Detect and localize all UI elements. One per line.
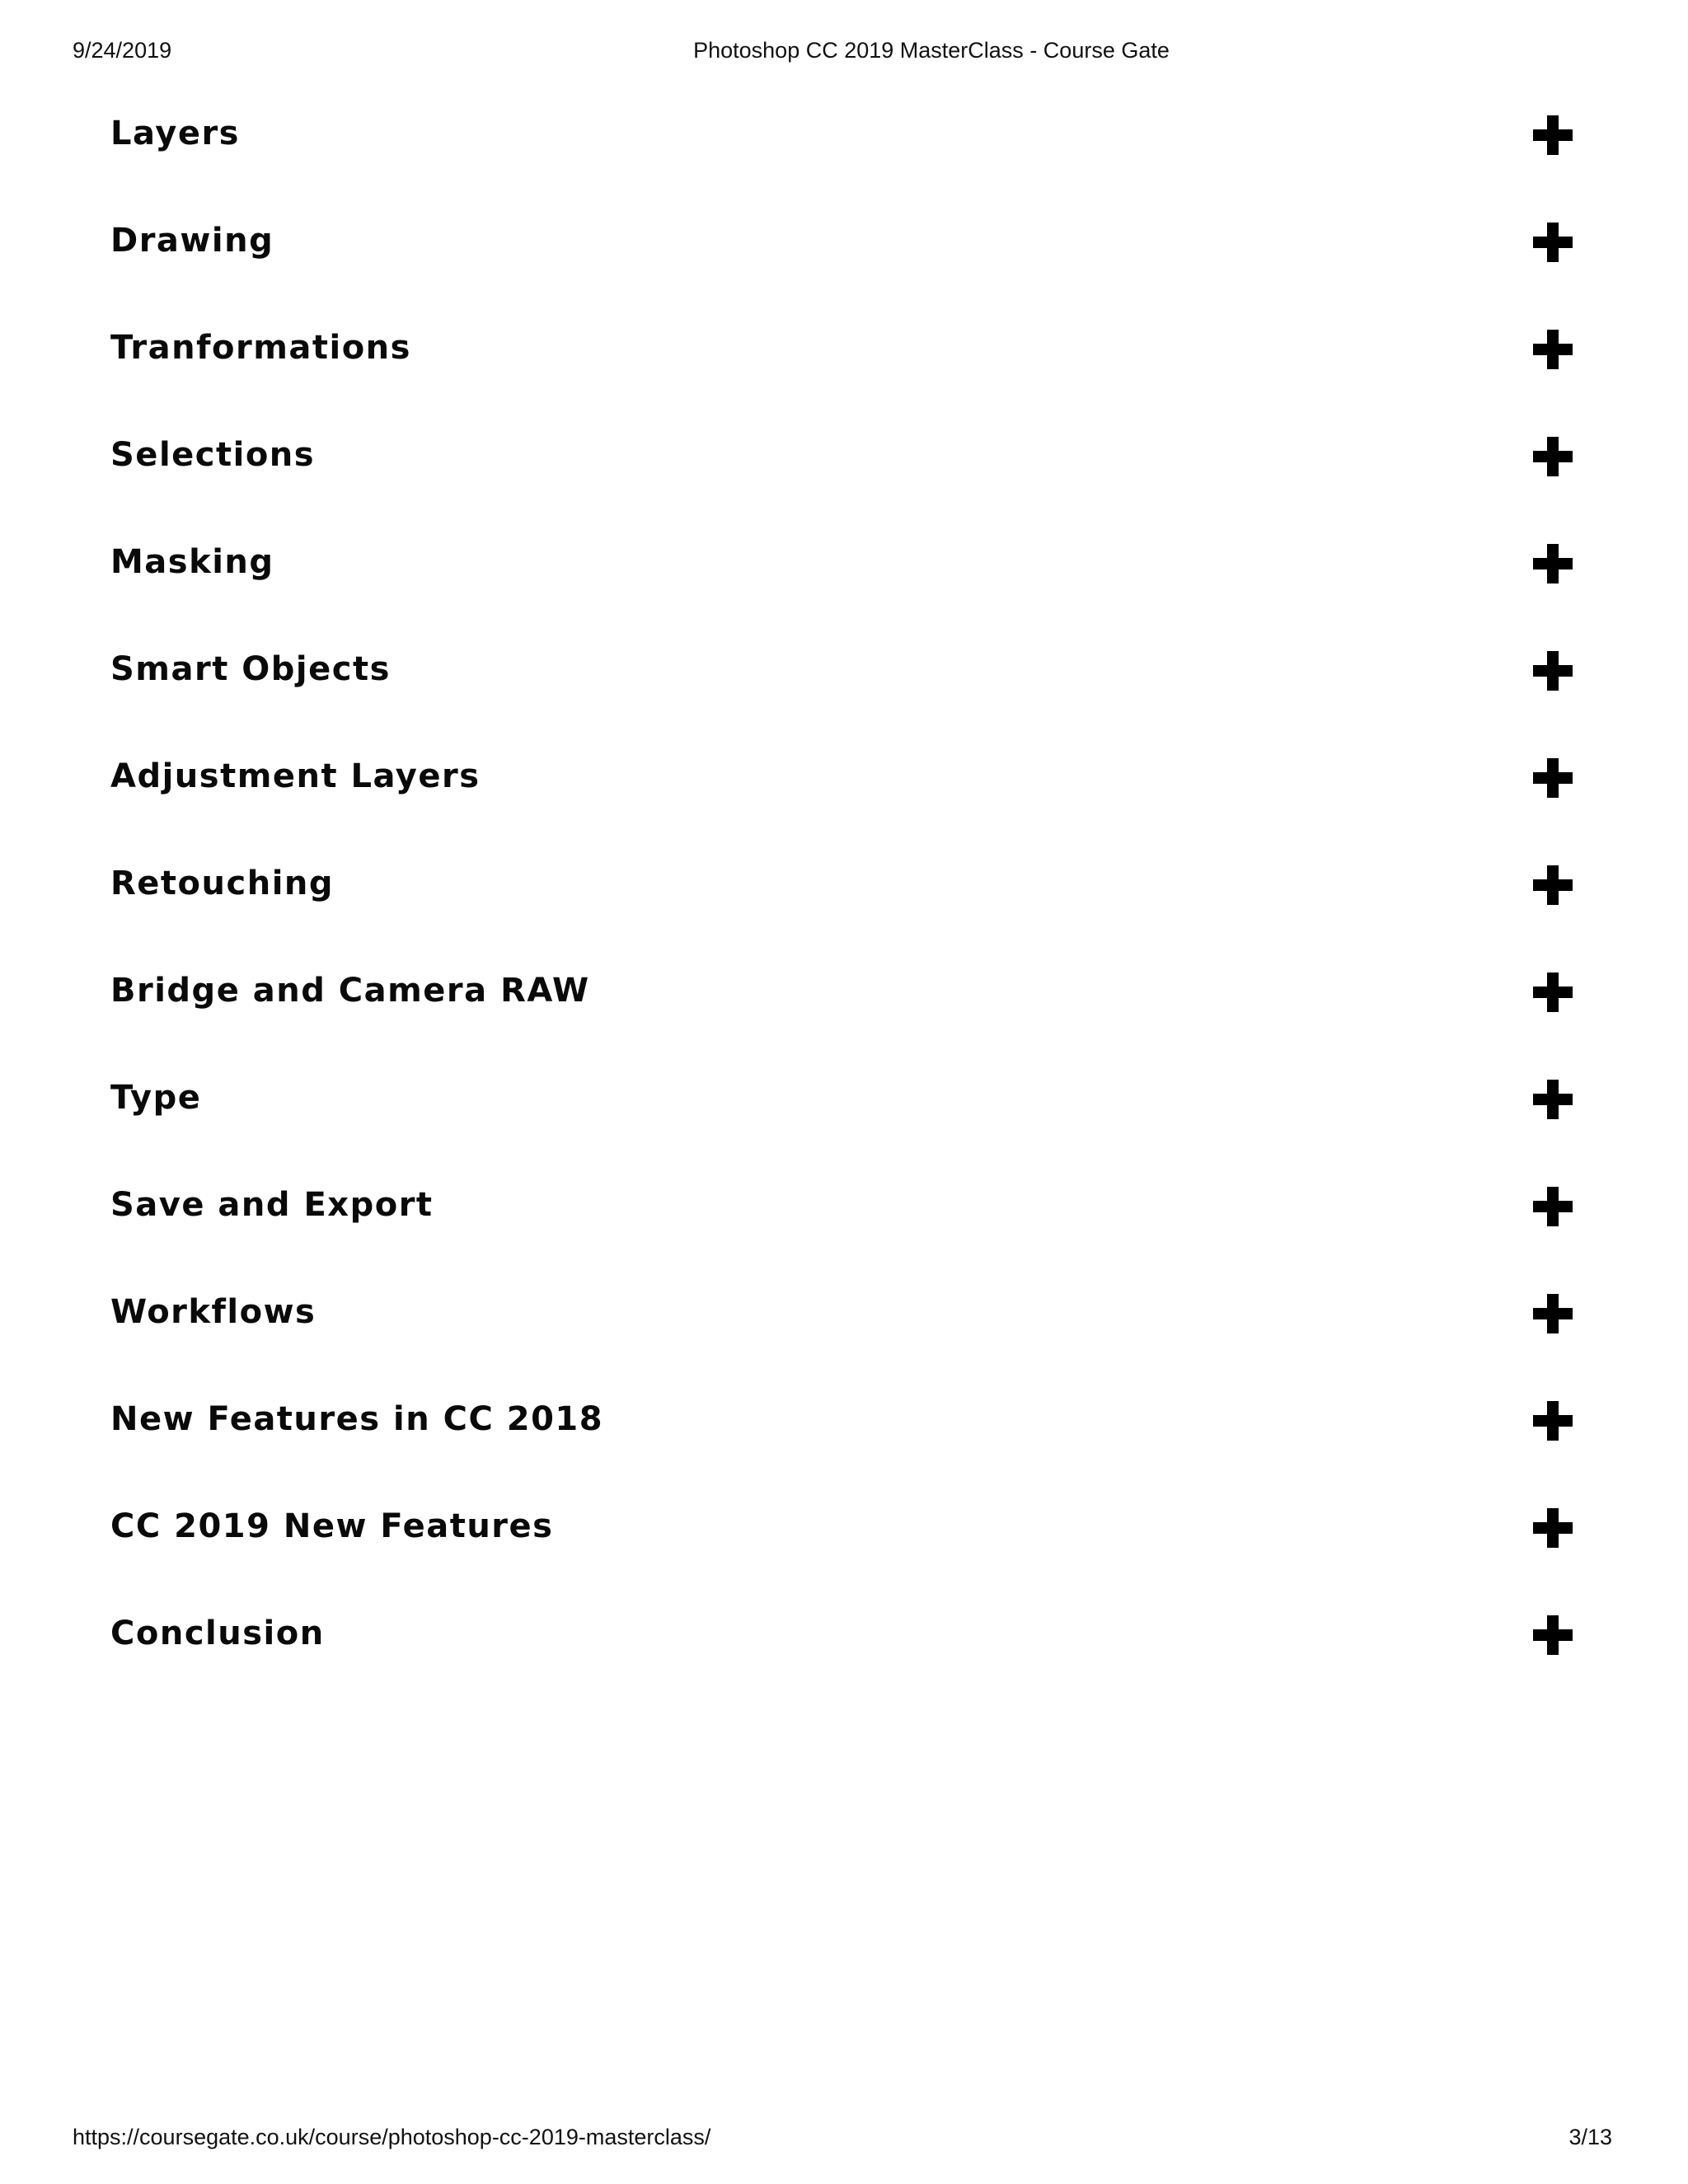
- curriculum-section-masking[interactable]: [0, 529, 1688, 636]
- curriculum-section-new-features-cc-2018[interactable]: [0, 1386, 1688, 1493]
- plus-icon[interactable]: [1531, 649, 1574, 692]
- section-title: Bridge and Camera RAW: [110, 972, 590, 1010]
- curriculum-section-bridge-and-camera-raw[interactable]: [0, 958, 1688, 1065]
- curriculum-section-layers[interactable]: [0, 101, 1688, 208]
- print-page-title: Photoshop CC 2019 MasterClass - Course Gate: [693, 38, 1170, 63]
- section-title: Type: [110, 1079, 202, 1117]
- print-footer: [0, 2125, 1688, 2158]
- plus-icon[interactable]: [1531, 864, 1574, 907]
- section-title: CC 2019 New Features: [110, 1507, 554, 1545]
- plus-icon[interactable]: [1531, 435, 1574, 478]
- curriculum-section-save-and-export[interactable]: [0, 1172, 1688, 1279]
- curriculum-section-type[interactable]: [0, 1065, 1688, 1172]
- curriculum-section-selections[interactable]: [0, 422, 1688, 529]
- print-date: 9/24/2019: [73, 38, 172, 63]
- curriculum-section-adjustment-layers[interactable]: [0, 743, 1688, 851]
- course-curriculum-list: [0, 101, 1688, 1708]
- plus-icon[interactable]: [1531, 1614, 1574, 1657]
- section-title: Selections: [110, 436, 316, 474]
- plus-icon[interactable]: [1531, 1185, 1574, 1228]
- plus-icon[interactable]: [1531, 328, 1574, 371]
- plus-icon[interactable]: [1531, 1078, 1574, 1121]
- section-title: Layers: [110, 115, 240, 152]
- plus-icon[interactable]: [1531, 221, 1574, 264]
- curriculum-section-tranformations[interactable]: [0, 315, 1688, 422]
- curriculum-section-drawing[interactable]: [0, 208, 1688, 315]
- curriculum-section-workflows[interactable]: [0, 1279, 1688, 1386]
- plus-icon[interactable]: [1531, 1507, 1574, 1549]
- curriculum-section-cc-2019-new-features[interactable]: [0, 1493, 1688, 1601]
- section-title: Adjustment Layers: [110, 757, 481, 795]
- section-title: Masking: [110, 543, 274, 581]
- section-title: Conclusion: [110, 1615, 325, 1652]
- curriculum-section-smart-objects[interactable]: [0, 636, 1688, 743]
- curriculum-section-retouching[interactable]: [0, 851, 1688, 958]
- section-title: New Features in CC 2018: [110, 1400, 604, 1438]
- section-title: Workflows: [110, 1293, 316, 1331]
- plus-icon[interactable]: [1531, 971, 1574, 1014]
- section-title: Save and Export: [110, 1186, 434, 1224]
- section-title: Smart Objects: [110, 650, 391, 688]
- print-url: https://coursegate.co.uk/course/photoshop-cc-2019-masterclass/: [73, 2125, 711, 2149]
- print-header: [0, 38, 1688, 71]
- plus-icon[interactable]: [1531, 1292, 1574, 1335]
- print-page-number: 3/13: [1568, 2125, 1612, 2149]
- curriculum-section-conclusion[interactable]: [0, 1601, 1688, 1708]
- section-title: Drawing: [110, 222, 274, 260]
- plus-icon[interactable]: [1531, 757, 1574, 799]
- plus-icon[interactable]: [1531, 114, 1574, 157]
- section-title: Retouching: [110, 865, 335, 902]
- plus-icon[interactable]: [1531, 542, 1574, 585]
- plus-icon[interactable]: [1531, 1399, 1574, 1442]
- section-title: Tranformations: [110, 329, 411, 367]
